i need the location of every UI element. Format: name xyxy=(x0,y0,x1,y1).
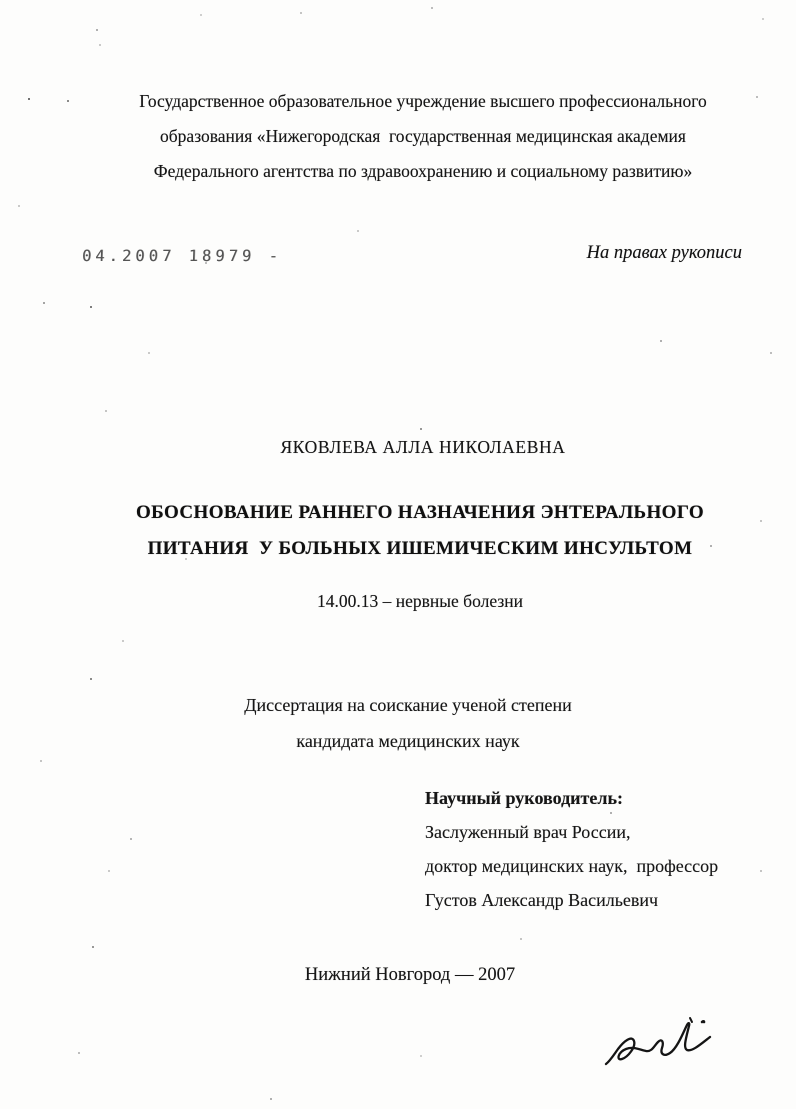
scan-noise-specks xyxy=(0,0,2,2)
thesis-type xyxy=(10,687,796,759)
handwritten-signature xyxy=(602,1016,736,1078)
institution-line-2: образования «Нижегородская государственная медицинская академия xyxy=(160,126,686,146)
specialty-code: 14.00.13 – нервные болезни xyxy=(317,591,523,611)
title-line-2: ПИТАНИЯ У БОЛЬНЫХ ИШЕМИЧЕСКИМ ИНСУЛЬТОМ xyxy=(147,538,693,559)
thesis-type-line-2: кандидата медицинских наук xyxy=(296,731,520,751)
author-name: ЯКОВЛЕВА АЛЛА НИКОЛАЕВНА xyxy=(280,437,566,457)
supervisor-line-1: Заслуженный врач России, xyxy=(425,822,631,842)
supervisor-label: Научный руководитель: xyxy=(425,788,623,808)
library-accession-stamp: 04.2007 18979 - xyxy=(81,247,283,265)
thesis-type-line-1: Диссертация на соискание ученой степени xyxy=(244,695,572,715)
institution-line-3: Федерального агентства по здравоохранению и социальному развитию» xyxy=(153,161,693,181)
supervisor-line-3: Густов Александр Васильевич xyxy=(425,890,659,910)
institution-line-1: Государственное образовательное учреждение высшего профессионального xyxy=(139,91,707,111)
title-line-1: ОБОСНОВАНИЕ РАННЕГО НАЗНАЧЕНИЯ ЭНТЕРАЛЬНОГО xyxy=(135,502,705,523)
manuscript-rights-note: На правах рукописи xyxy=(586,243,742,263)
supervisor-block xyxy=(425,781,718,917)
institution-header xyxy=(25,84,796,189)
city-year-line: Нижний Новгород — 2007 xyxy=(304,965,516,985)
dissertation-title xyxy=(22,495,796,567)
supervisor-line-2: доктор медицинских наук, профессор xyxy=(425,856,719,876)
